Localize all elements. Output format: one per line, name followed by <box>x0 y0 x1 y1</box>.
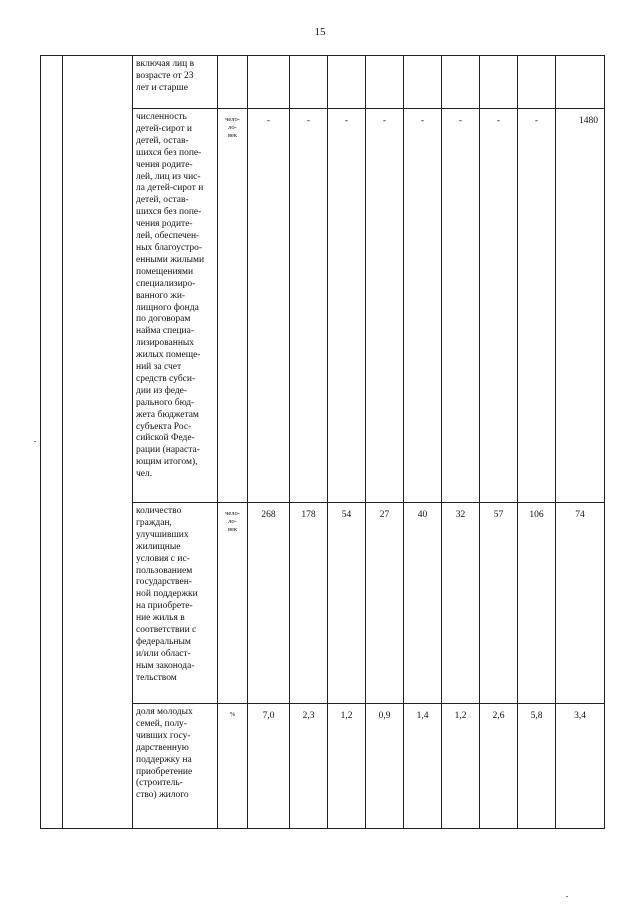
value-cell <box>290 56 328 109</box>
value-cell: 7,0 <box>248 704 290 829</box>
scan-speck <box>566 896 568 897</box>
value-cell <box>366 56 404 109</box>
page-number: 15 <box>314 26 326 38</box>
value-cell: - <box>480 109 518 503</box>
scan-speck <box>34 441 36 442</box>
value-cell: 268 <box>248 503 290 704</box>
unit-cell <box>218 56 248 109</box>
unit-cell: % <box>218 704 248 829</box>
value-cell: - <box>518 109 556 503</box>
value-cell <box>248 56 290 109</box>
unit-cell: чело- ло- век <box>218 503 248 704</box>
value-cell: 2,3 <box>290 704 328 829</box>
unit-cell: чело- ло- век <box>218 109 248 503</box>
value-cell <box>442 56 480 109</box>
value-cell: - <box>366 109 404 503</box>
value-cell: - <box>442 109 480 503</box>
value-cell: 1,2 <box>442 704 480 829</box>
value-cell <box>518 56 556 109</box>
value-cell: - <box>290 109 328 503</box>
value-cell: 3,4 <box>556 704 605 829</box>
value-cell: 32 <box>442 503 480 704</box>
program-cell <box>63 56 133 829</box>
value-cell: 57 <box>480 503 518 704</box>
number-cell <box>41 56 63 829</box>
value-cell: 2,6 <box>480 704 518 829</box>
value-cell <box>328 56 366 109</box>
value-cell: 1,4 <box>404 704 442 829</box>
value-cell <box>404 56 442 109</box>
value-cell: 106 <box>518 503 556 704</box>
indicator-description: доля молодых семей, полу- чивших госу- дарственную поддержку на приобретение (строитель- ство) жилого <box>133 704 218 829</box>
value-cell <box>556 56 605 109</box>
value-cell: 5,8 <box>518 704 556 829</box>
value-cell: 1480 <box>556 109 605 503</box>
value-cell: 74 <box>556 503 605 704</box>
indicator-description: количество граждан, улучшивших жилищные условия с ис- пользованием государствен- ной поддержки на приобрете- ние жилья в соответствии с федеральным и/или област- ным законода- тельством <box>133 503 218 704</box>
value-cell: 178 <box>290 503 328 704</box>
indicator-description: включая лиц в возрасте от 23 лет и старше <box>133 56 218 109</box>
value-cell: - <box>248 109 290 503</box>
value-cell: 54 <box>328 503 366 704</box>
value-cell: 1,2 <box>328 704 366 829</box>
value-cell: - <box>328 109 366 503</box>
value-cell: 40 <box>404 503 442 704</box>
value-cell <box>480 56 518 109</box>
value-cell: 0,9 <box>366 704 404 829</box>
table-row <box>41 56 605 109</box>
value-cell: - <box>404 109 442 503</box>
value-cell: 27 <box>366 503 404 704</box>
indicator-description: численность детей-сирот и детей, остав- шихся без попе- чения родите- лей, лиц из чис- ла детей-сирот и детей, остав- шихся без попе- чения родите- лей, обеспечен- ных благоустро- енными жилыми помещениями специализиро- ванного жи- лищного фонда по договорам найма специа- лизированных жилых помеще- ний за счет средств субси- дии из феде- рального бюд- жета бюджетам субъекта Рос- сийской Феде- рации (нараста- ющим итогом), чел. <box>133 109 218 503</box>
indicators-table <box>40 55 605 829</box>
